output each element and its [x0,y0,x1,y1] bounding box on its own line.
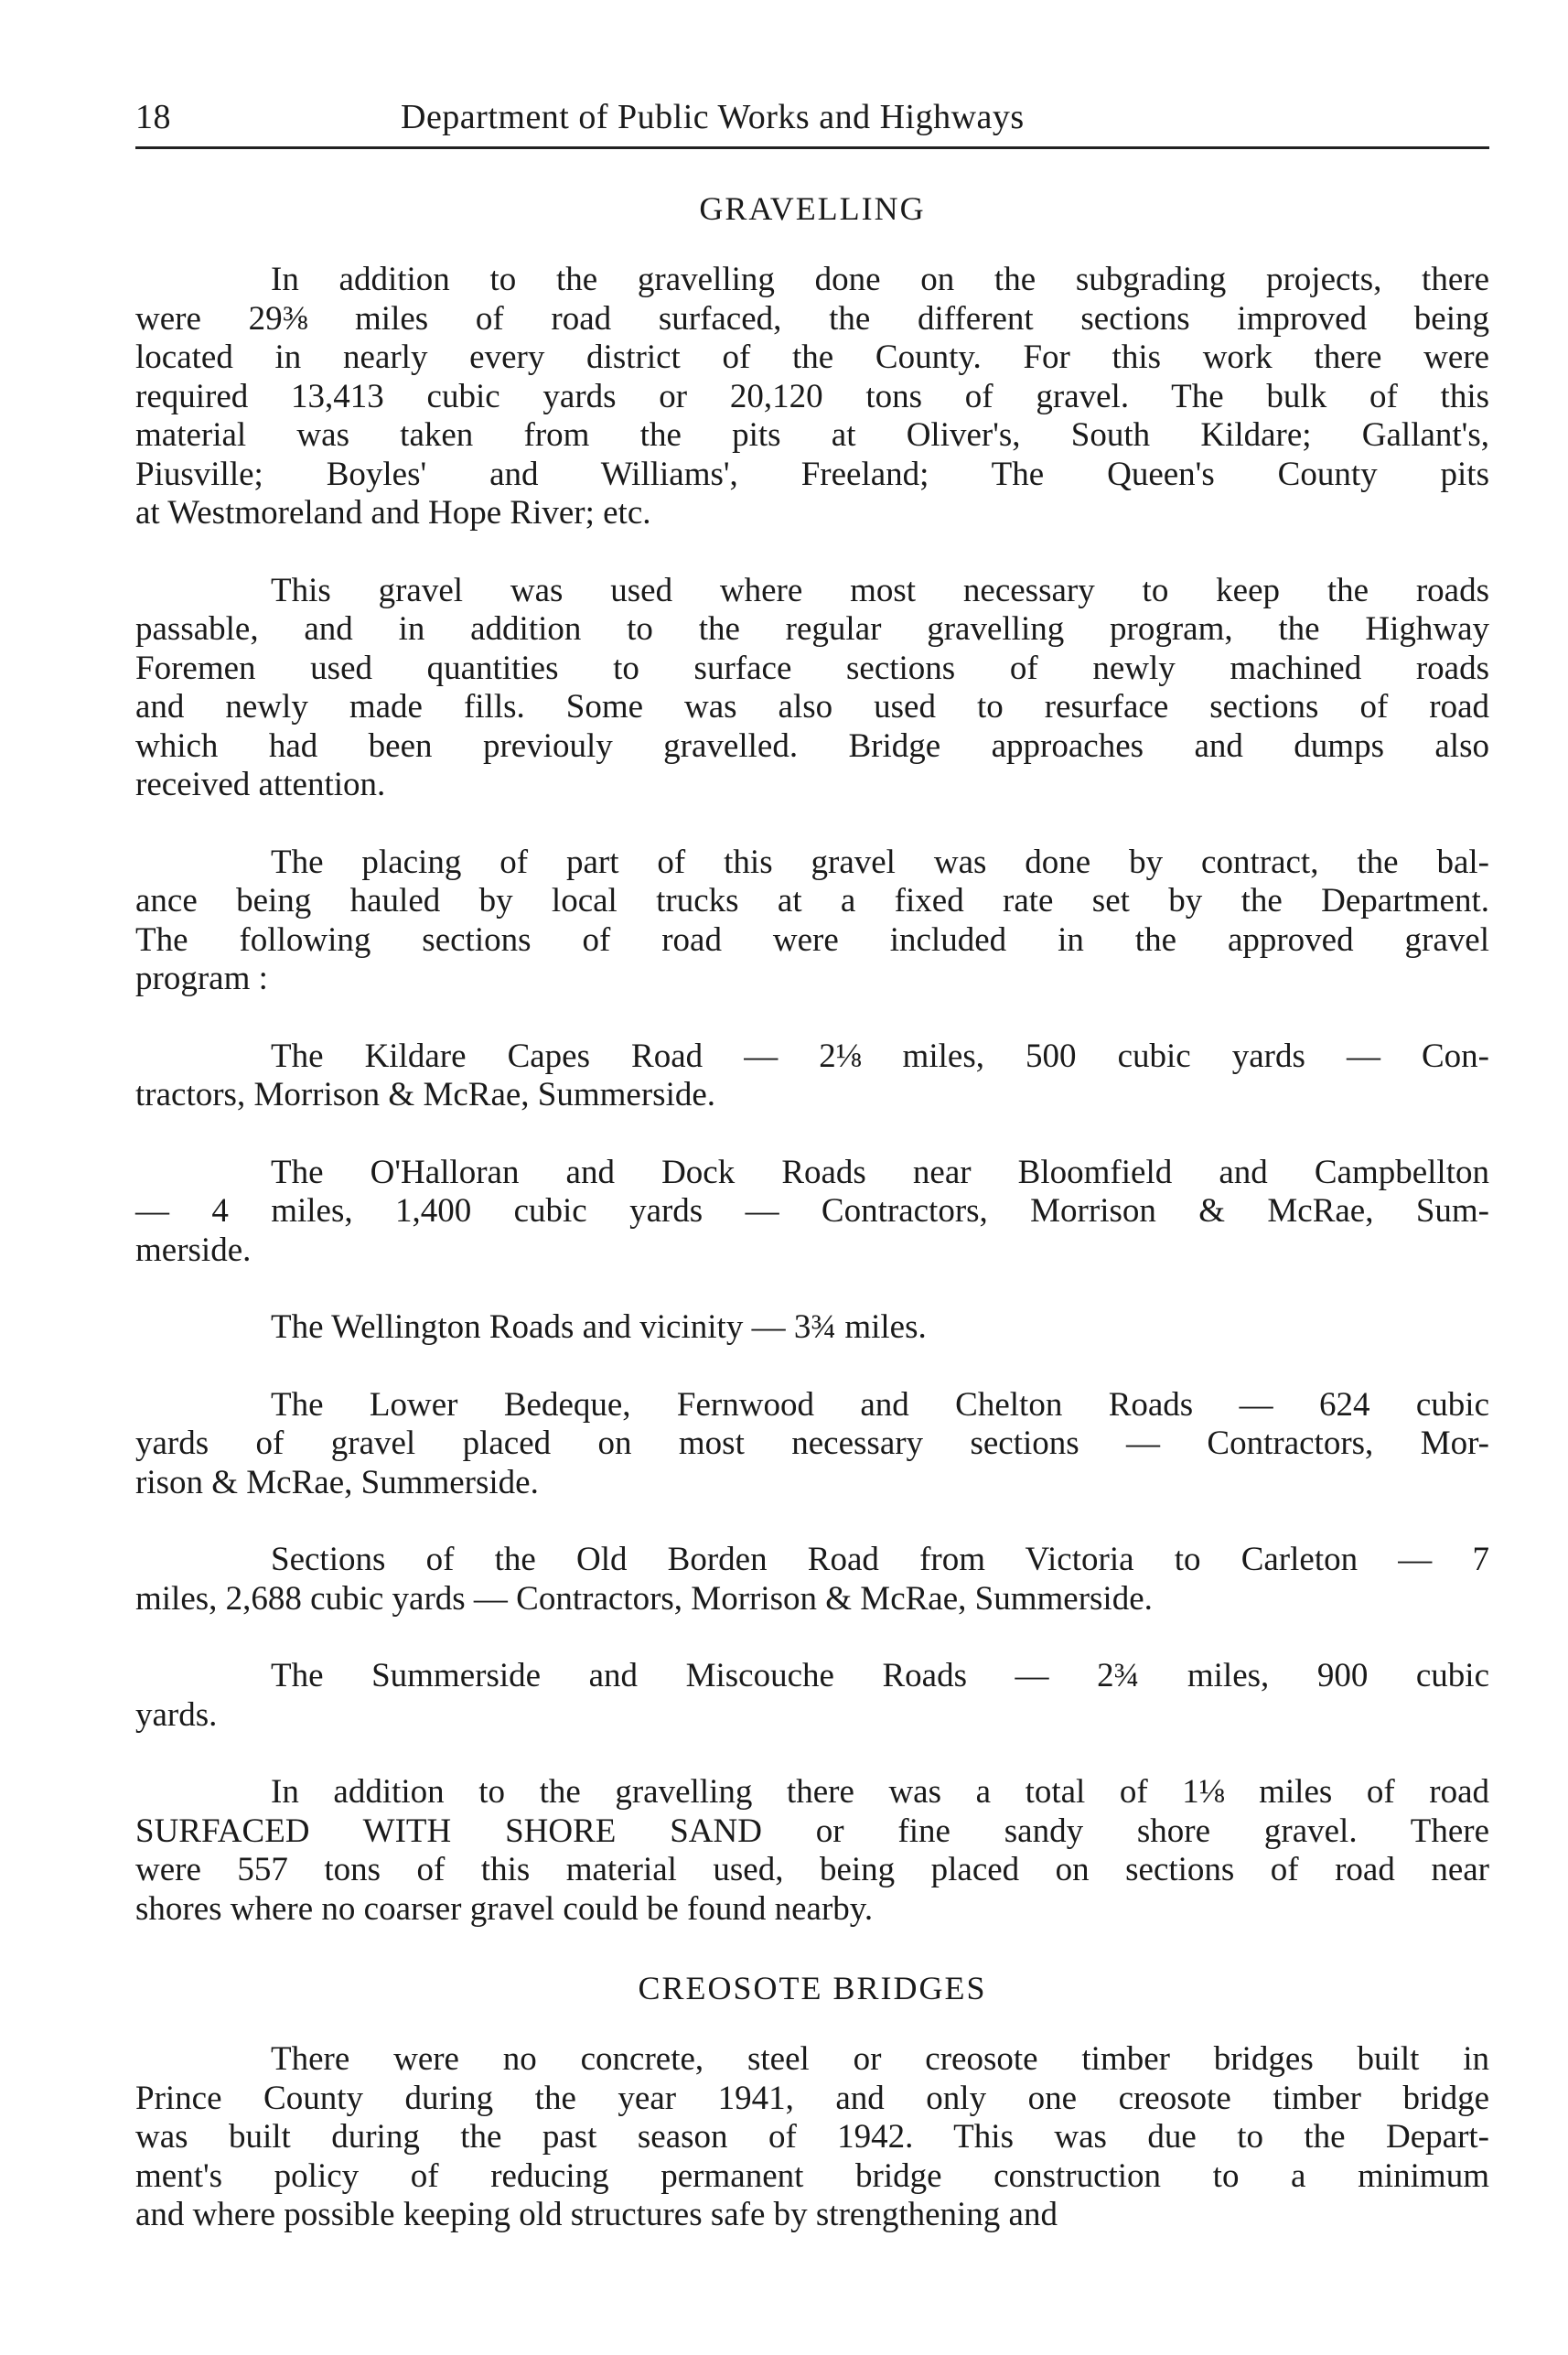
paragraph-line: There were no concrete, steel or creosote timber bridges built in [271,2040,1489,2078]
paragraph-line: located in nearly every district of the County. For this work there were [135,339,1489,376]
paragraph [135,2040,1489,2235]
paragraph-line: program : [135,960,268,997]
paragraph [135,1541,1489,1618]
paragraph-line: passable, and in addition to the regular gravelling program, the Highway [135,610,1489,648]
paragraph-line: and newly made fills. Some was also used to resurface sections of road [135,688,1489,726]
paragraph-line: received attention. [135,766,386,803]
paragraph [135,572,1489,805]
paragraph-line: merside. [135,1231,252,1269]
paragraph [135,1386,1489,1503]
section-heading: GRAVELLING [699,190,926,227]
paragraph-line: Prince County during the year 1941, and only one creosote timber bridge [135,2079,1489,2117]
paragraph-line: which had been previouly gravelled. Bridge approaches and dumps also [135,726,1489,765]
paragraph [135,261,1489,533]
paragraph-line: Piusville; Boyles' and Williams', Freeland; The Queen's County pits [135,455,1489,493]
paragraph-line: SURFACED WITH SHORE SAND or fine sandy shore gravel. There [135,1812,1489,1850]
running-title: Department of Public Works and Highways [401,98,1025,136]
paragraph [135,1773,1489,1929]
paragraph-line: tractors, Morrison & McRae, Summerside. [135,1076,716,1113]
paragraph-line: The Kildare Capes Road — 2⅛ miles, 500 cubic yards — Con- [271,1037,1489,1075]
paragraph-line: ment's policy of reducing permanent bridge construction to a minimum [135,2156,1489,2195]
paragraph-line: were 557 tons of this material used, being placed on sections of road near [135,1851,1489,1888]
paragraph-line: The Summerside and Miscouche Roads — 2¾ miles, 900 cubic [271,1657,1489,1694]
paragraph-line: miles, 2,688 cubic yards — Contractors, Morrison & McRae, Summerside. [135,1579,1153,1618]
paragraph-line: yards of gravel placed on most necessary sections — Contractors, Mor- [135,1425,1489,1462]
paragraph-line: The placing of part of this gravel was done by contract, the bal- [271,843,1489,881]
paragraph-line: Foremen used quantities to surface sections of newly machined roads [135,649,1489,687]
paragraph-line: at Westmoreland and Hope River; etc. [135,494,651,532]
paragraph-line: This gravel was used where most necessary to keep the roads [271,571,1489,609]
paragraph [135,1154,1489,1271]
paragraph-line: rison & McRae, Summerside. [135,1463,539,1501]
document-page [135,91,1489,2274]
paragraph-line: — 4 miles, 1,400 cubic yards — Contractors, Morrison & McRae, Sum- [135,1192,1489,1230]
paragraph-line: was built during the past season of 1942. This was due to the Depart- [135,2118,1489,2156]
paragraph [135,844,1489,999]
paragraph-line: In addition to the gravelling done on the subgrading projects, there [271,261,1489,298]
paragraph-line: and where possible keeping old structures safe by strengthening and [135,2196,1058,2233]
paragraph-line: In addition to the gravelling there was a total of 1⅛ miles of road [271,1773,1489,1811]
paragraph-line: The Wellington Roads and vicinity — 3¾ miles. [271,1308,927,1346]
paragraph-line: required 13,413 cubic yards or 20,120 tons of gravel. The bulk of this [135,377,1489,415]
paragraph-line: The following sections of road were included in the approved gravel [135,920,1489,959]
paragraph-line: were 29⅜ miles of road surfaced, the different sections improved being [135,299,1489,338]
paragraph-line: The Lower Bedeque, Fernwood and Chelton Roads — 624 cubic [271,1385,1489,1424]
paragraph-line: Sections of the Old Borden Road from Victoria to Carleton — 7 [271,1541,1489,1578]
paragraph [135,1308,1489,1348]
page-number: 18 [135,98,171,136]
section-heading: CREOSOTE BRIDGES [638,1970,987,2006]
paragraph-line: ance being hauled by local trucks at a fixed rate set by the Department. [135,882,1489,919]
paragraph-line: shores where no coarser gravel could be found nearby. [135,1889,874,1928]
page-header [135,91,1489,149]
paragraph-line: The O'Halloran and Dock Roads near Bloomfield and Campbellton [271,1153,1489,1191]
paragraph-line: yards. [135,1695,218,1734]
page-content [135,189,1489,2235]
paragraph [135,1657,1489,1735]
paragraph [135,1038,1489,1115]
paragraph-line: material was taken from the pits at Oliver's, South Kildare; Gallant's, [135,416,1489,454]
